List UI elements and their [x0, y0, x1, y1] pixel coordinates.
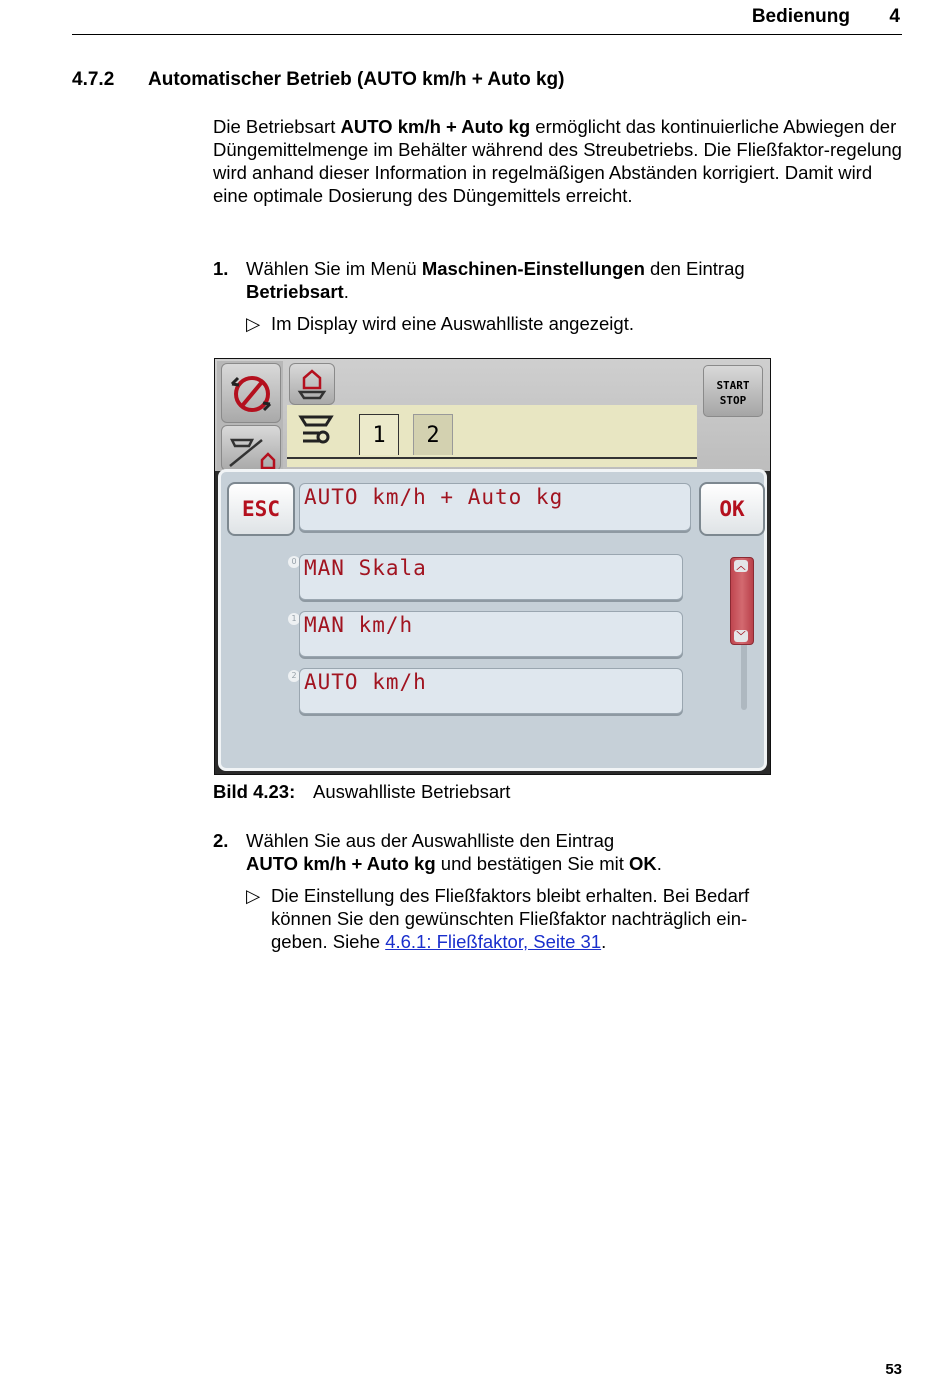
step-text-part: Wählen Sie aus der Auswahlliste den Eintrag	[246, 830, 615, 851]
heading-title: Automatischer Betrieb (AUTO km/h + Auto kg)	[148, 69, 565, 90]
scrollbar-thumb[interactable]	[730, 557, 754, 645]
entry-name: AUTO km/h + Auto kg	[246, 853, 436, 874]
tab-1[interactable]: 1	[359, 414, 399, 455]
result-text-part: Die Einstellung des Fließfaktors bleibt erhalten. Bei Bedarf können Sie den gewünschten Fließfaktor nachträglich ein-geben. Siehe	[271, 885, 750, 952]
intro-text-rest: ermöglicht das kontinuierliche Abwiegen der Düngemittelmenge im Behälter während des Streubetriebs. Die Fließfaktor-regelung wird anhand dieser Information in regelmäßigen Abständen korrigiert. Damit wird eine optimale Dosierung des Düngemittels erreicht.	[213, 116, 902, 206]
result-text-part: .	[601, 931, 607, 952]
option-auto-kmh[interactable]: AUTO km/h	[299, 668, 683, 714]
start-stop-button[interactable]	[703, 365, 763, 417]
chapter-number: 4	[889, 6, 900, 27]
figure-label: Bild 4.23:	[213, 781, 296, 802]
result-text: Im Display wird eine Auswahlliste angezeigt.	[271, 313, 634, 334]
result-triangle-icon: ▷	[246, 885, 261, 906]
heading-number: 4.7.2	[72, 69, 115, 90]
ok-button[interactable]: OK	[699, 482, 765, 536]
step-text	[246, 257, 806, 303]
spreading-disc-icon[interactable]	[221, 363, 281, 423]
menu-name: Maschinen-Einstellungen	[421, 258, 645, 279]
option-man-skala[interactable]: MAN Skala	[299, 554, 683, 600]
selected-value-field[interactable]: AUTO km/h + Auto kg	[299, 483, 691, 531]
step-number: 1.	[213, 258, 229, 279]
section-title: Bedienung	[751, 6, 850, 27]
step-text-part: .	[343, 281, 349, 302]
result-text	[271, 884, 791, 953]
scroll-up-icon[interactable]: ︿	[734, 560, 748, 572]
figure-caption	[213, 781, 511, 803]
step-text-part: und bestätigen Sie mit	[435, 853, 629, 874]
scroll-down-icon[interactable]: ﹀	[734, 630, 748, 642]
step-text-part: den Eintrag	[644, 258, 745, 279]
machine-settings-icon	[295, 411, 339, 455]
intro-paragraph	[213, 115, 903, 207]
start-label: START	[716, 379, 750, 392]
option-index: 0	[288, 556, 300, 568]
entry-name: Betriebsart	[246, 281, 344, 302]
result-triangle-icon: ▷	[246, 313, 261, 334]
step-text	[246, 829, 806, 875]
intro-text: Die Betriebsart	[213, 116, 341, 137]
hopper-home-icon[interactable]	[289, 363, 335, 405]
selection-dialog	[218, 469, 767, 771]
option-index: 2	[288, 670, 300, 682]
intro-mode-name: AUTO km/h + Auto kg	[340, 116, 531, 137]
section-heading	[72, 69, 565, 91]
option-index: 1	[288, 613, 300, 625]
step-text-part: .	[656, 853, 662, 874]
tab-underline	[287, 457, 697, 459]
option-man-kmh[interactable]: MAN km/h	[299, 611, 683, 657]
tab-2[interactable]: 2	[413, 414, 453, 455]
ok-name: OK	[629, 853, 657, 874]
step-number: 2.	[213, 830, 229, 851]
terminal-screenshot	[214, 358, 771, 775]
machine-home-icon[interactable]	[221, 425, 281, 471]
step-text-part: Wählen Sie im Menü	[246, 258, 422, 279]
page-header	[72, 4, 902, 35]
esc-button[interactable]: ESC	[227, 482, 295, 536]
stop-label: STOP	[719, 394, 747, 407]
page-number: 53	[885, 1361, 902, 1378]
figure-caption-text: Auswahlliste Betriebsart	[313, 781, 511, 802]
cross-reference-link[interactable]: 4.6.1: Fließfaktor, Seite 31	[385, 931, 602, 952]
